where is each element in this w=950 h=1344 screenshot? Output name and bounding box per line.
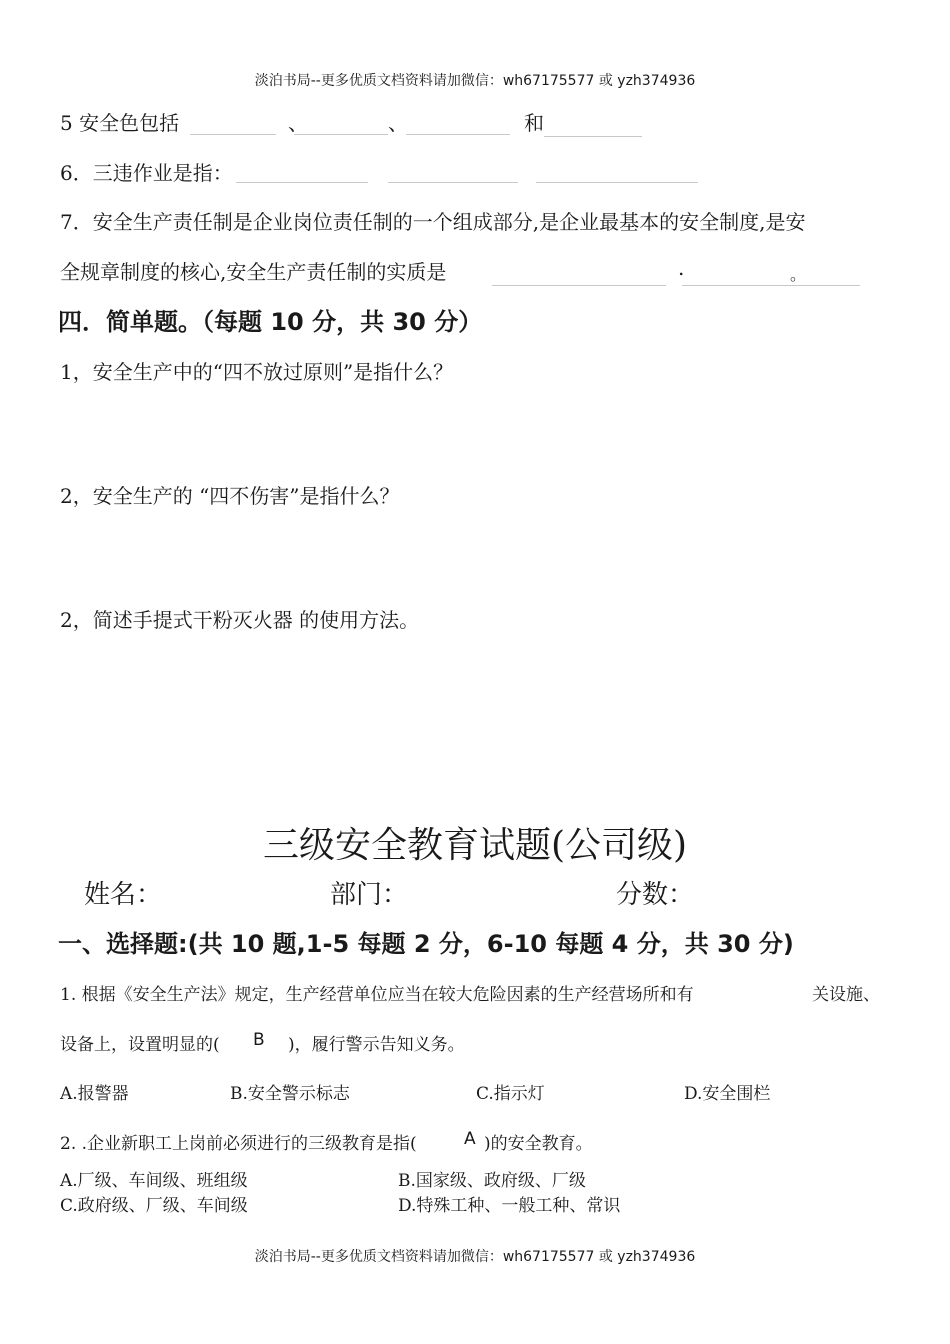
q5-blank-2[interactable] <box>294 134 388 135</box>
name-label: 姓名： <box>84 880 163 910</box>
department-label: 部门： <box>330 880 409 910</box>
short-answer-q2: 2，安全生产的 “四不伤害”是指什么？ <box>60 484 400 508</box>
q7-blank-1[interactable] <box>492 285 666 286</box>
short-answer-heading: 四．简单题。（每题 10 分，共 30 分） <box>58 308 483 336</box>
exam-q2-option-c: C.政府级、厂级、车间级 <box>60 1196 248 1216</box>
q7-line2: 全规章制度的核心,安全生产责任制的实质是 <box>60 260 447 284</box>
score-label: 分数： <box>616 880 695 910</box>
q6-text: 6．三违作业是指： <box>60 161 233 185</box>
q7-end: 。 <box>790 265 807 284</box>
exam-q2-answer: A <box>464 1129 476 1149</box>
q5-sep-2: 、 <box>388 111 408 135</box>
q7-blank-2[interactable] <box>682 285 860 286</box>
exam-q1-option-a: A.报警器 <box>60 1084 129 1104</box>
exam-q1-option-d: D.安全围栏 <box>684 1084 771 1104</box>
exam-q1-line2-tail: )，履行警示告知义务。 <box>288 1035 465 1055</box>
exam-q1-option-b: B.安全警示标志 <box>230 1084 350 1104</box>
short-answer-q3: 2，简述手提式干粉灭火器 的使用方法。 <box>60 608 420 632</box>
short-answer-q1: 1，安全生产中的“四不放过原则”是指什么？ <box>60 360 454 384</box>
exam-q1-option-c: C.指示灯 <box>476 1084 545 1104</box>
section1-heading: 一、选择题:(共 10 题,1-5 每题 2 分，6-10 每题 4 分，共 30 分) <box>58 930 794 958</box>
exam-title: 三级安全教育试题(公司级) <box>262 825 688 866</box>
q5-blank-1[interactable] <box>190 134 276 135</box>
q5-sep-1: 、 <box>288 111 308 135</box>
q5-blank-4[interactable] <box>544 136 642 137</box>
exam-q2-stem: 2. .企业新职工上岗前必须进行的三级教育是指( <box>60 1134 417 1154</box>
q5-text: 5 安全色包括 <box>60 111 180 135</box>
exam-q1-line1-tail: 关设施、 <box>812 985 880 1005</box>
q5-blank-3[interactable] <box>406 134 510 135</box>
q7-dot: . <box>678 256 685 280</box>
exam-q2-option-d: D.特殊工种、一般工种、常识 <box>398 1196 621 1216</box>
q6-blank-2[interactable] <box>388 182 518 183</box>
exam-q2-option-a: A.厂级、车间级、班组级 <box>60 1171 248 1191</box>
q6-blank-3[interactable] <box>536 182 698 183</box>
page-footer: 淡泊书局--更多优质文档资料请加微信：wh67175577 或 yzh374936 <box>254 1249 696 1265</box>
exam-q1-answer: B <box>253 1030 265 1050</box>
exam-q1-line2: 设备上，设置明显的( <box>60 1035 220 1055</box>
exam-q2-option-b: B.国家级、政府级、厂级 <box>398 1171 586 1191</box>
q5-and: 和 <box>524 111 544 135</box>
q7-line1: 7．安全生产责任制是企业岗位责任制的一个组成部分,是企业最基本的安全制度,是安 <box>60 210 806 234</box>
exam-q2-stem-tail: )的安全教育。 <box>484 1134 593 1154</box>
page-header: 淡泊书局--更多优质文档资料请加微信：wh67175577 或 yzh374936 <box>254 73 696 89</box>
q6-blank-1[interactable] <box>236 182 368 183</box>
exam-q1-line1: 1. 根据《安全生产法》规定，生产经营单位应当在较大危险因素的生产经营场所和有 <box>60 985 694 1005</box>
